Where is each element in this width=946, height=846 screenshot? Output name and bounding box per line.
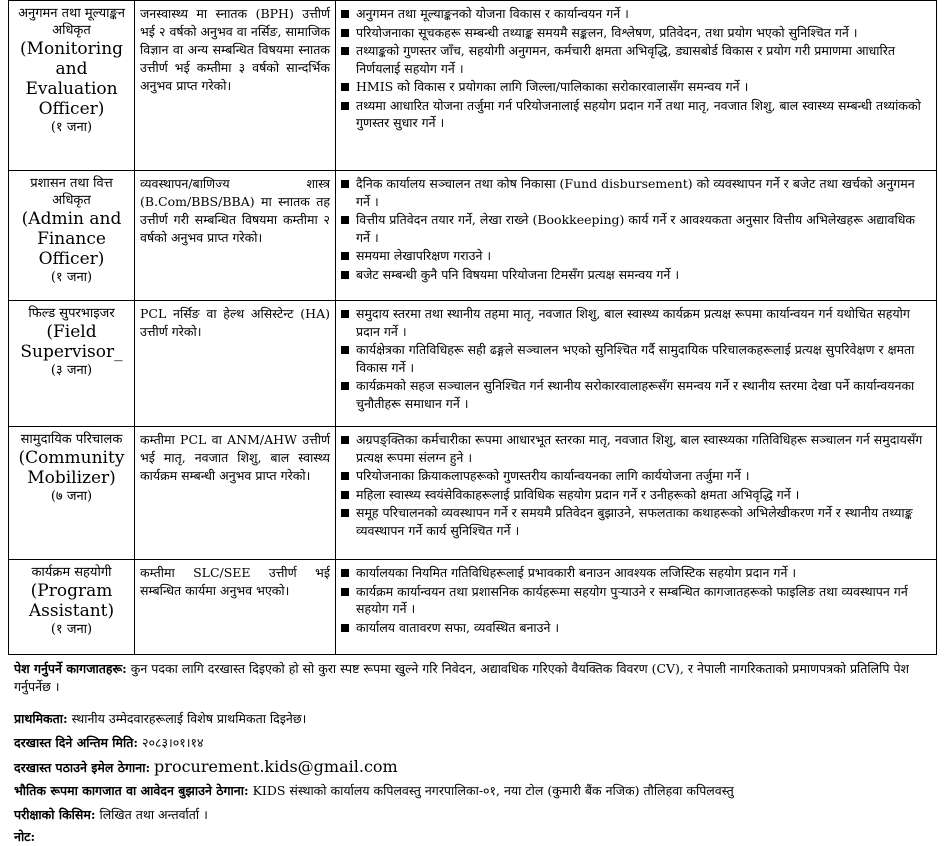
qualification-text: जनस्वास्थ्य मा स्नातक (BPH) उत्तीर्ण भई २ वर्षको अनुभव वा नर्सिङ, सामाजिक विज्ञान वा अन्य सम्बन्धित विषयमा स्नातक उत्तीर्ण भई कम्तीमा ३ वर्षको सान्दर्भिक अनुभव प्राप्त गरेको।	[140, 6, 330, 93]
duty-text: कार्यालय वातावरण सफा, व्यवस्थित बनाउने ।	[356, 619, 560, 635]
duty-text: समयमा लेखापरिक्षण गराउने ।	[356, 248, 492, 263]
note	[14, 828, 939, 846]
position-title-cell	[9, 560, 135, 655]
position-count: (३ जना)	[50, 363, 93, 378]
position-title-english: (Field Supervisor_	[20, 322, 123, 362]
square-bullet-icon	[341, 102, 349, 110]
square-bullet-icon	[341, 310, 349, 318]
deadline-label: दरखास्त दिने अन्तिम मिति:	[14, 735, 138, 750]
duties-list	[341, 305, 931, 412]
duty-item	[341, 619, 931, 637]
position-title: कार्यक्रम सहयोगी	[31, 565, 112, 580]
duty-item	[341, 42, 931, 77]
qualification-cell	[135, 560, 336, 655]
duty-item	[341, 97, 931, 132]
duty-text: तथ्यमा आधारित योजना तर्जुमा गर्न परियोजनालाई सहयोग प्रदान गर्ने तथा मातृ, नवजात शिशु, बाल स्वास्थ्य सम्बन्धी तथ्यांकको गुणस्तर सुधार गर्ने ।	[356, 97, 921, 130]
position-row	[9, 1, 937, 171]
position-title-english: (Monitoring and Evaluation Officer)	[19, 39, 124, 119]
address-text: KIDS संस्थाको कार्यालय कपिलवस्तु नगरपालिका-०१, नया टोल (कुमारी बैंक नजिक) तौलिहवा कपिलवस्तु	[252, 783, 734, 798]
position-count: (७ जना)	[50, 489, 93, 504]
deadline-text: २०८३।०१।१४	[141, 735, 204, 750]
square-bullet-icon	[341, 588, 349, 596]
duty-text: वित्तीय प्रतिवेदन तयार गर्ने, लेखा राख्ने (Bookkeeping) कार्य गर्ने र आवश्यकता अनुसार वित्तीय अभिलेखहरू अद्यावधिक गर्ने ।	[356, 212, 916, 245]
duties-cell	[336, 171, 937, 301]
duties-cell	[336, 560, 937, 655]
documents-label: पेश गर्नुपर्ने कागजातहरू:	[14, 661, 127, 676]
square-bullet-icon	[341, 252, 349, 260]
exam-label: परीक्षाको किसिम:	[14, 807, 96, 822]
position-title-english: (Admin and Finance Officer)	[21, 209, 122, 269]
duty-text: बजेट सम्बन्धी कुनै पनि विषयमा परियोजना टिमसँग प्रत्यक्ष समन्वय गर्ने ।	[356, 266, 680, 282]
duty-text: कार्यक्रमको सहज सञ्चालन सुनिश्चित गर्न स्थानीय सरोकारवालाहरूसँग समन्वय गर्ने र स्थानीय स्तरमा देखा पर्ने कार्यान्वयनका चुनौतीहरू समाधान गर्ने ।	[356, 378, 915, 411]
duty-item	[341, 341, 931, 376]
square-bullet-icon	[341, 624, 349, 632]
position-title-english: (Community Mobilizer)	[18, 448, 125, 488]
documents-required	[14, 660, 939, 696]
qualification-cell	[135, 427, 336, 560]
duty-item	[341, 211, 931, 246]
duty-text: कार्यालयका नियमित गतिविधिहरूलाई प्रभावकारी बनाउन आवश्यक लजिस्टिक सहयोग प्रदान गर्ने ।	[356, 565, 797, 580]
qualification-text: व्यवस्थापन/बाणिज्य शास्त्र (B.Com/BBS/BBA) मा स्नातक तह उत्तीर्ण गरी सम्बन्धित विषयमा कम्तीमा २ वर्षको अनुभव प्राप्त गरेको।	[140, 176, 330, 245]
note-label: नोट:	[14, 829, 36, 844]
duty-item	[341, 377, 931, 412]
qualification-text: PCL नर्सिङ वा हेल्थ असिस्टेन्ट (HA) उत्तीर्ण गरेको।	[140, 306, 330, 339]
position-title-cell	[9, 1, 135, 171]
square-bullet-icon	[341, 509, 349, 517]
exam-text: लिखित तथा अन्तर्वार्ता ।	[99, 807, 208, 822]
duty-item	[341, 564, 931, 582]
duty-item	[341, 266, 931, 284]
duty-item	[341, 486, 931, 504]
exam-type	[14, 806, 939, 824]
duty-item	[341, 247, 931, 265]
duty-text: महिला स्वास्थ्य स्वयंसेविकाहरूलाई प्राविधिक सहयोग प्रदान गर्ने र उनीहरूको क्षमता अभिवृद्धि गर्ने ।	[356, 486, 800, 502]
duty-text: परियोजनाका सूचकहरू सम्बन्धी तथ्याङ्क समयमै सङ्कलन, विश्लेषण, प्रतिवेदन, तथा प्रयोग भएको सुनिश्चित गर्ने ।	[356, 24, 858, 40]
position-title: सामुदायिक परिचालक	[20, 432, 123, 447]
square-bullet-icon	[341, 216, 349, 224]
position-title-english: (Program Assistant)	[28, 581, 115, 621]
duties-cell	[336, 301, 937, 427]
duty-text: दैनिक कार्यालय सञ्चालन तथा कोष निकासा (Fund disbursement) को व्यवस्थापन गर्ने र बजेट तथा खर्चको अनुगमन गर्ने ।	[356, 176, 915, 209]
address-label: भौतिक रूपमा कागजात वा आवेदन बुझाउने ठेगाना:	[14, 783, 249, 798]
documents-text: कुन पदका लागि दरखास्त दिइएको हो सो कुरा स्पष्ट रूपमा खुल्ने गरि निवेदन, अद्यावधिक गरिएको वैयक्तिक विवरण (CV), र नेपाली नागरिकताको प्रमाणपत्रको प्रतिलिपि पेश गर्नुपर्नेछ ।	[14, 661, 910, 694]
vacancy-table	[8, 0, 937, 655]
duty-item	[341, 175, 931, 210]
position-row	[9, 301, 937, 427]
position-count: (१ जना)	[50, 622, 93, 637]
priority-text: स्थानीय उम्मेदवारहरूलाई विशेष प्राथमिकता दिइनेछ।	[71, 711, 307, 726]
square-bullet-icon	[341, 436, 349, 444]
duty-item	[341, 305, 931, 340]
duty-text: कार्यक्षेत्रका गतिविधिहरू सही ढङ्गले सञ्चालन भएको सुनिश्चित गर्दै सामुदायिक परिचालकहरूलाई प्रत्यक्ष सुपरिवेक्षण र क्षमता विकास गर्ने ।	[356, 342, 915, 375]
square-bullet-icon	[341, 29, 349, 37]
square-bullet-icon	[341, 271, 349, 279]
priority-label: प्राथमिकता:	[14, 711, 68, 726]
position-title-cell	[9, 427, 135, 560]
duties-cell	[336, 427, 937, 560]
duty-text: अनुगमन तथा मूल्याङ्कनको योजना विकास र कार्यान्वयन गर्ने ।	[356, 6, 629, 21]
square-bullet-icon	[341, 346, 349, 354]
position-title-cell	[9, 301, 135, 427]
email-label: दरखास्त पठाउने इमेल ठेगाना:	[14, 760, 151, 775]
email	[14, 758, 939, 777]
position-title: प्रशासन तथा वित्त अधिकृत	[30, 176, 113, 208]
duty-text: समूह परिचालनको व्यवस्थापन गर्ने र समयमै प्रतिवेदन बुझाउने, सफलताका कथाहरूको अभिलेखीकरण गर्ने र स्थानीय तथ्याङ्क व्यवस्थापन गर्ने कार्य सुनिश्चित गर्ने ।	[356, 505, 913, 538]
qualification-text: कम्तीमा SLC/SEE उत्तीर्ण भई सम्बन्धित कार्यमा अनुभव भएको।	[140, 565, 330, 598]
qualification-text: कम्तीमा PCL वा ANM/AHW उत्तीर्ण भई मातृ, नवजात शिशु, बाल स्वास्थ्य कार्यक्रम सम्बन्धी अनुभव प्राप्त गरेको।	[140, 432, 330, 483]
email-address[interactable]: procurement.kids@gmail.com	[154, 757, 398, 776]
duty-item	[341, 5, 931, 23]
priority	[14, 710, 939, 728]
square-bullet-icon	[341, 83, 349, 91]
position-title: अनुगमन तथा मूल्याङ्कन अधिकृत	[18, 6, 125, 38]
position-title-cell	[9, 171, 135, 301]
position-count: (१ जना)	[50, 270, 93, 285]
duty-text: अग्रपङ्क्तिका कर्मचारीका रूपमा आधारभूत स्तरका मातृ, नवजात शिशु, बाल स्वास्थ्यका गतिविधिहरू सञ्चालन गर्न समुदायसँग प्रत्यक्ष रूपमा संलग्न हुने ।	[356, 432, 923, 465]
position-row	[9, 560, 937, 655]
duty-text: HMIS को विकास र प्रयोगका लागि जिल्ला/पालिकाका सरोकारवालासँग समन्वय गर्ने ।	[356, 79, 749, 94]
duty-item	[341, 467, 931, 485]
duties-list	[341, 564, 931, 636]
duty-item	[341, 24, 931, 42]
duties-list	[341, 5, 931, 132]
qualification-cell	[135, 171, 336, 301]
position-row	[9, 171, 937, 301]
square-bullet-icon	[341, 491, 349, 499]
duty-text: कार्यक्रम कार्यान्वयन तथा प्रशासनिक कार्यहरूमा सहयोग पुऱ्याउने र सम्बन्धित कागजातहरूको फाइलिङ तथा व्यवस्थापन गर्न सहयोग गर्ने ।	[356, 583, 908, 616]
qualification-cell	[135, 1, 336, 171]
square-bullet-icon	[341, 47, 349, 55]
duties-list	[341, 431, 931, 539]
square-bullet-icon	[341, 569, 349, 577]
deadline	[14, 734, 939, 752]
duty-text: तथ्याङ्कको गुणस्तर जाँच, सहयोगी अनुगमन, कर्मचारी क्षमता अभिवृद्धि, ड्यासबोर्ड विकास र प्रयोग गरी प्रमाणमा आधारित निर्णयलाई सहयोग गर्ने ।	[356, 43, 895, 76]
duty-text: समुदाय स्तरमा तथा स्थानीय तहमा मातृ, नवजात शिशु, बाल स्वास्थ्य कार्यक्रम प्रत्यक्ष रूपमा कार्यान्वयन गर्न यथोचित सहयोग प्रदान गर्ने ।	[356, 306, 910, 339]
physical-address	[14, 782, 939, 800]
position-count: (१ जना)	[50, 120, 93, 135]
square-bullet-icon	[341, 180, 349, 188]
duty-item	[341, 504, 931, 539]
position-title: फिल्ड सुपरभाइजर	[28, 306, 115, 321]
duty-item	[341, 431, 931, 466]
duty-item	[341, 78, 931, 96]
duties-cell	[336, 1, 937, 171]
square-bullet-icon	[341, 472, 349, 480]
square-bullet-icon	[341, 382, 349, 390]
square-bullet-icon	[341, 10, 349, 18]
qualification-cell	[135, 301, 336, 427]
duty-text: परियोजनाका क्रियाकलापहरूको गुणस्तरीय कार्यान्वयनका लागि कार्ययोजना तर्जुमा गर्ने ।	[356, 468, 750, 483]
position-row	[9, 427, 937, 560]
duties-list	[341, 175, 931, 283]
duty-item	[341, 583, 931, 618]
